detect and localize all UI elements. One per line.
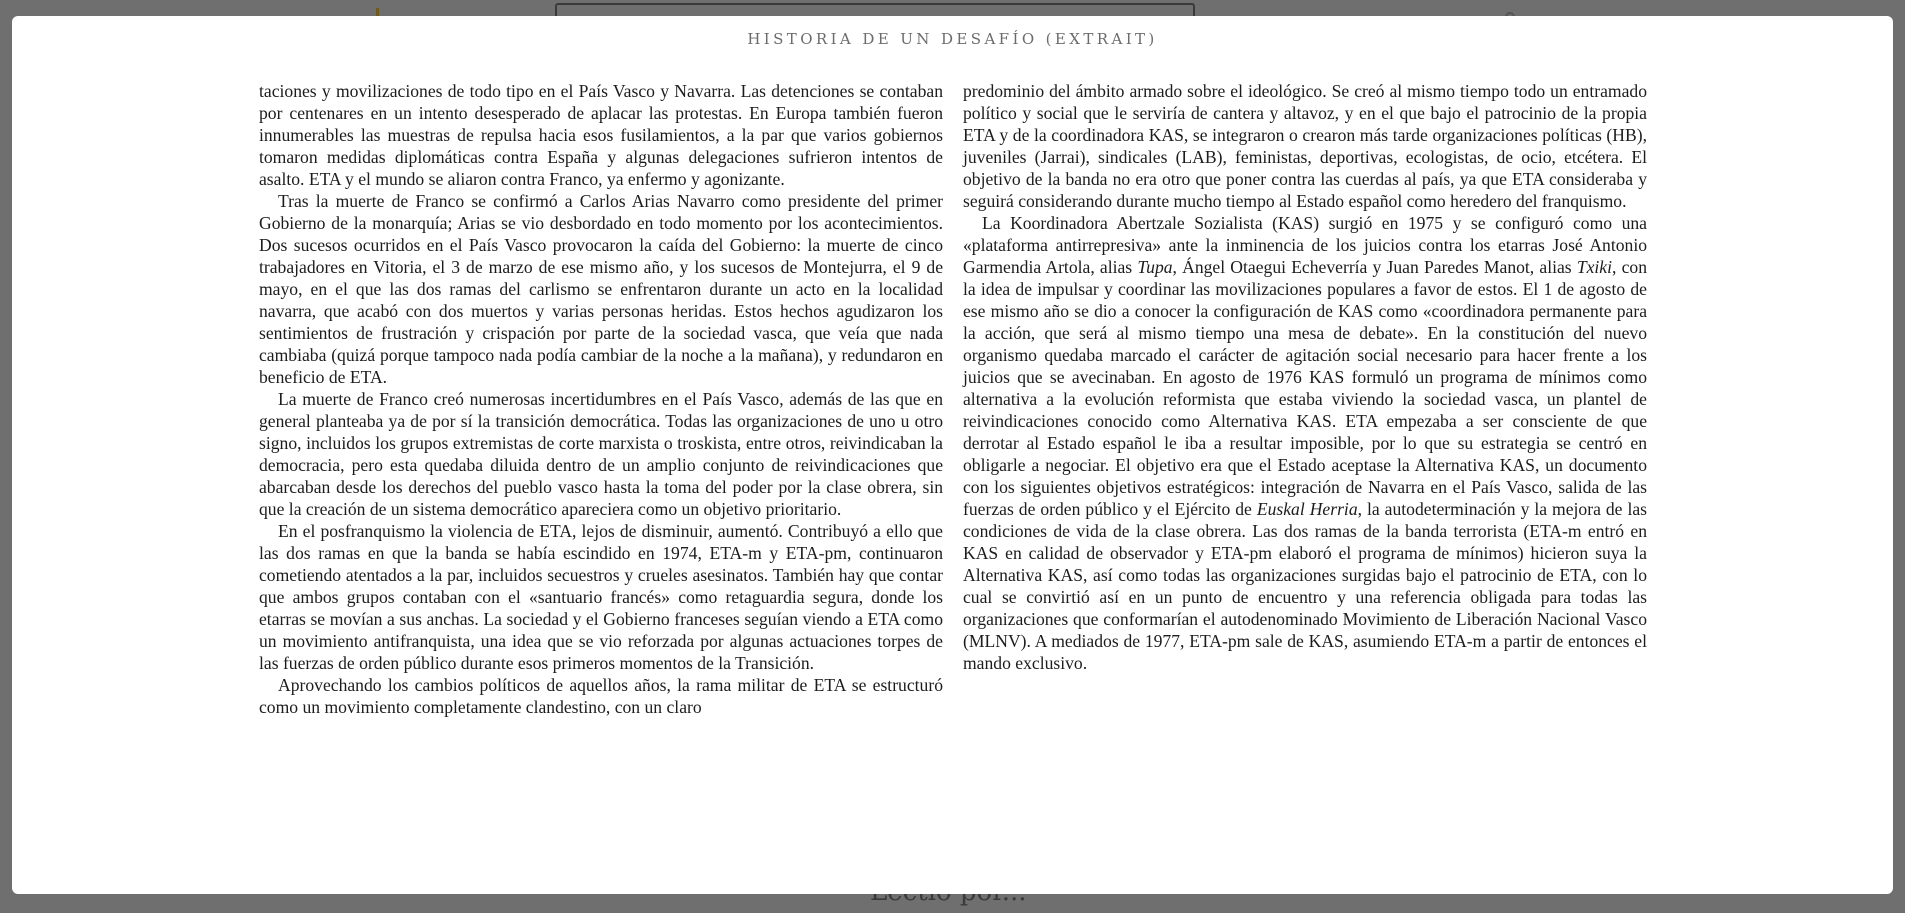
text-segment: , Ángel Otaegui Echeverría y Juan Paredes Manot, alias: [1172, 257, 1577, 277]
text-segment: La muerte de Franco creó numerosas incertidumbres en el País Vasco, además de las que en general planteaba ya de por sí la transición democrática. Todas las organizaciones de uno u otro signo, incluidos los grupos extremistas de corte marxista o troskista, entre otros, reivindicaban la democracia, pero esta quedaba diluida dentro de un amplio conjunto de reivindicaciones que abarcaban desde los derechos del pueblo vasco hasta la toma del poder por la clase obrera, sin que la creación de un sistema democrático apareciera como un objetivo prioritario.: [259, 389, 943, 519]
paragraph: [963, 80, 1647, 212]
italic-text: Txiki: [1576, 257, 1612, 277]
text-segment: predominio del ámbito armado sobre el ideológico. Se creó al mismo tiempo todo un entramado político y social que le serviría de cantera y altavoz, y en el que bajo el patrocinio de la propia ETA y de la coordinadora KAS, se integraron o crearon más tarde organizaciones políticas (HB), juveniles (Jarrai), sindicales (LAB), feministas, deportivas, ecologistas, de ocio, etcétera. El objetivo de la banda no era otro que poner contra las cuerdas al país, ya que ETA consideraba y seguirá considerando durante mucho tiempo al Estado español como heredero del franquismo.: [963, 81, 1647, 211]
text-segment: taciones y movilizaciones de todo tipo en el País Vasco y Navarra. Las detenciones se contaban por centenares en un intento desesperado de aplacar las protestas. En Europa también fueron innumerables las muestras de repulsa hacia esos fusilamientos, a la par que varios gobiernos tomaron medidas diplomáticas contra España y algunas delegaciones sufrieron intentos de asalto. ETA y el mundo se aliaron contra Franco, ya enfermo y agonizante.: [259, 81, 943, 189]
text-segment: , con la idea de impulsar y coordinar las movilizaciones populares a favor de estos. El 1 de agosto de ese mismo año se dio a conocer la configuración de KAS como «coordinadora permanente para la acción, que será al mismo tiempo una mesa de debate». En la constitución del nuevo organismo quedaba marcado el carácter de agitación social necesario para hacer frente a los juicios que se avecinaban. En agosto de 1976 KAS formuló un programa de mínimos como alternativa a la evolución reformista que estaba viviendo la sociedad vasca, un plantel de reivindicaciones conocido como Alternativa KAS. ETA empezaba a ser consciente de que derrotar al Estado español le iba a resultar imposible, por lo que su estrategia se centró en obligarle a negociar. El objetivo era que el Estado aceptase la Alternativa KAS, un documento con los siguientes objetivos estratégicos: integración de Navarra en el País Vasco, salida de las fuerzas de orden público y el Ejército de: [963, 257, 1647, 519]
text-column-right: [963, 80, 1647, 674]
text-column-left: [259, 80, 943, 718]
text-segment: , la autodeterminación y la mejora de las condiciones de vida de la clase obrera. Las dos ramas de la banda terrorista (ETA-m entró en KAS en calidad de observador y ETA-pm elaboró el programa de mínimos) hicieron suya la Alternativa KAS, así como todas las organizaciones surgidas bajo el patrocinio de ETA, con lo cual se convirtió así en un punto de encuentro y una referencia obligada para todas las organizaciones que conformarían el autodenominado Movimiento de Liberación Nacional Vasco (MLNV). A mediados de 1977, ETA-pm sale de KAS, asumiendo ETA-m a partir de entonces el mando exclusivo.: [963, 499, 1647, 673]
italic-text: Tupa: [1137, 257, 1173, 277]
paragraph: [259, 520, 943, 674]
text-segment: En el posfranquismo la violencia de ETA, lejos de disminuir, aumentó. Contribuyó a ello que las dos ramas en que la banda se había escindido en 1974, ETA-m y ETA-pm, continuaron cometiendo atentados a la par, incluidos secuestros y crueles asesinatos. También hay que contar que ambos grupos contaban con el «santuario francés» como retaguardia segura, donde los etarras se movían a sus anchas. La sociedad y el Gobierno franceses seguían viendo a ETA como un movimiento antifranquista, una idea que se vio reforzada por algunas actuaciones torpes de las fuerzas de orden público durante esos primeros momentos de la Transición.: [259, 521, 943, 673]
text-segment: Tras la muerte de Franco se confirmó a Carlos Arias Navarro como presidente del primer Gobierno de la monarquía; Arias se vio desbordado en todo momento por los acontecimientos. Dos sucesos ocurridos en el País Vasco provocaron la caída del Gobierno: la muerte de cinco trabajadores en Vitoria, el 3 de marzo de ese mismo año, y los sucesos de Montejurra, el 9 de mayo, en el que las dos ramas del carlismo se enfrentaron durante un acto en la localidad navarra, que acabó con dos muertos y varias personas heridas. Estos hechos agudizaron los sentimientos de frustración y crispación por parte de la sociedad vasca, que veía que nada cambiaba (quizá porque tampoco nada podía cambiar de la noche a la mañana), y redundaron en beneficio de ETA.: [259, 191, 943, 387]
text-segment: La Koordinadora Abertzale Sozialista (KAS) surgió en 1975 y se configuró como una «plataforma antirrepresiva» ante la inminencia de los juicios contra los etarras José Antonio Garmendia Artola, alias: [963, 213, 1647, 277]
paragraph: [259, 190, 943, 388]
italic-text: Euskal Herria: [1256, 499, 1358, 519]
paragraph: [963, 212, 1647, 674]
modal-title: HISTORIA DE UN DESAFÍO (EXTRAIT): [747, 30, 1158, 48]
text-segment: Aprovechando los cambios políticos de aquellos años, la rama militar de ETA se estructuró como un movimiento completamente clandestino, con un claro: [259, 675, 943, 717]
excerpt-modal[interactable]: [12, 16, 1893, 894]
paragraph: [259, 80, 943, 190]
paragraph: [259, 674, 943, 718]
paragraph: [259, 388, 943, 520]
